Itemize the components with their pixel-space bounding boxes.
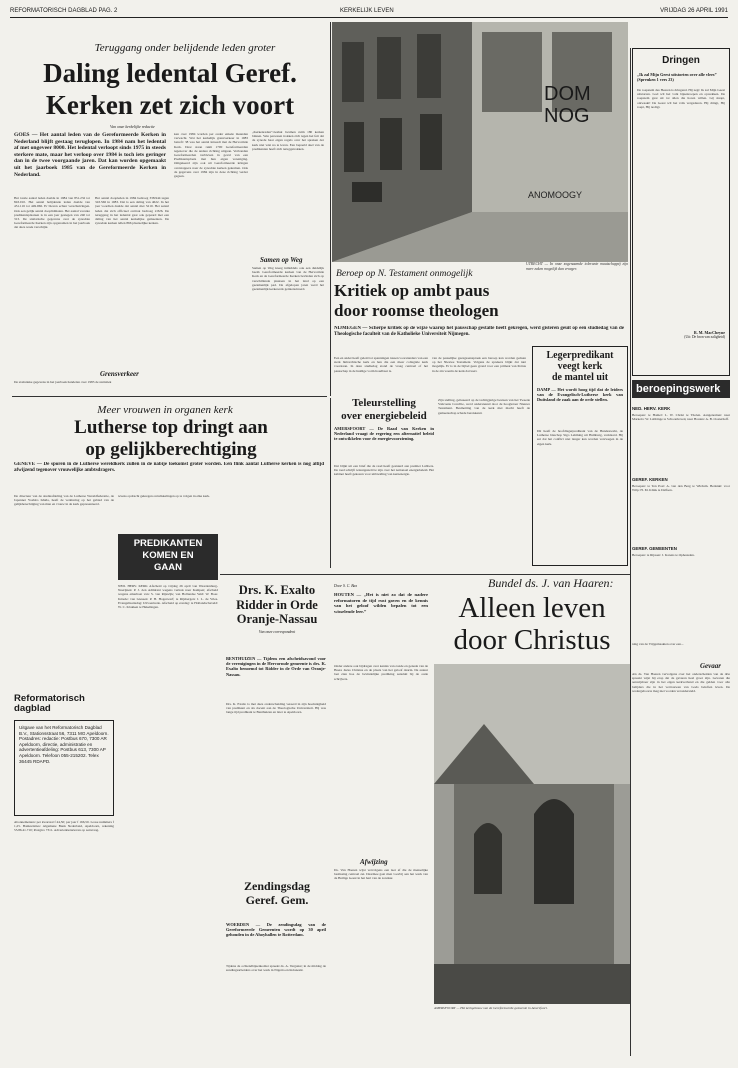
lead-body-col1: Het totale aantal leden daalde in 1984 van 851.232 tot 843.010. Het aantal belijdende leden daalde van 451.116 tot 449.066. Er bleven echter verschuivingen. Ook een gelijk aantal dooplidmaten. Het aantal vacante predikantsplaatsen is in een jaar gestegen van 240 tot 313. De statistische gegevens over de synodale Gereformeerde Kerken zijn opgenomen in het jaarboek dat deze week verschijnt. <box>14 196 90 230</box>
lead-body-col3: ken over 1984 worden per ouder enkele maanden verwacht. Wat het kerkelijk grensverkeer in 1983 betreft: 38 was het aantal intreedt met de Hervormde Kerk. Daar staan ruim 1700 Gereformeerden tegenover die de andere richting uitgaan. Verbonden Gereformeerden verbleven in geval van een Predikantsplaats met hun eigen vereniging. Omgekeerd zijn ook uit Gereformeerde kringen overstappers naar de synodale kerken gekomen. Ook de gegevens over 1984 zijn in deze richting verder gegaan. <box>174 132 248 179</box>
beroepingswerk-section-1: NED. HERV. KERK <box>632 406 671 411</box>
exalto-lead: BENTHUIZEN — Tijdens een afscheidsavond voor de verenigingen in de Hervormde gemeente is drs. K. Exalto benoemd tot Ridder in de Orde van Oranje-Nassau. <box>226 656 326 677</box>
predikanten-line-1: PREDIKANTEN <box>133 538 203 549</box>
dringen-box <box>632 48 730 376</box>
predikanten-line-2: KOMEN EN <box>142 550 194 561</box>
lead-text: GOES — Het aantal leden van de Gereformeerde Kerken in Nederland blijft gestaag teruglopen. In 1984 nam het ledental af met ongeveer 8000. Het ledental verloopt sinds 1975 in steeds sterkere mate, maar het verloop over 1984 is toch iets geringer dan in de twee voorgaande jaren. Dat kan worden opgemaakt uit het jaarboek 1985 van de Gereformeerde Kerken in Nederland. <box>14 132 166 178</box>
rd-title-1: Reformatorisch <box>14 693 85 704</box>
houten-byline: Door S. C. Bax <box>334 584 358 588</box>
rd-info-box <box>14 720 114 816</box>
predikanten-line-3: GAAN <box>154 562 182 573</box>
beroepingswerk-section-2: GEREF. KERKEN <box>632 477 668 482</box>
exalto-body: Drs. K. Exalto is met deze onderscheiding vereerd in zijn hoedanigheid van predikant en als docent aan de Theologische Universiteit. Hij was lange tijd predikant te Benthuizen en later te Apeldoorn. <box>226 702 326 715</box>
beroepingswerk-text-1: Beroepen: te Hamel: L. W. Christ te Tholen. Aangenomen: naar Markelo: W. Lubbinge te Schoonhoven; naar Houten: A. B. Oosterhoff. <box>632 413 730 422</box>
zendingsdag-body: Tijdens de ochtendbijeenkomst spreekt ds. A. Vergunst; in de middag de zendingsarbeiders over het werk in Nigeria en Indonesië. <box>226 964 326 973</box>
afwijzing-subhead: Afwijzing <box>360 858 388 866</box>
lutherse-col1: De directeur van de studieafdeling van de Lutherse Wereldfederatie, de Japanner Yoshiro Ishida, heeft de verklaring op het gebied van de gelijkberechtiging van man en vrouw in de kerk gepresenteerd. <box>14 494 114 507</box>
rd-title-2: dagblad <box>14 703 51 714</box>
houten-body: Onder andere ook bijdragen over kennis van zonde en genade van de Heere Jezus Christus en de plaats van het geloof daarin. De auteur laat zien hoe de bevindelijke prediking aansluit bij de oude schrijvers. <box>334 664 428 681</box>
dringen-title: Dringen <box>662 55 700 66</box>
exalto-title-1: Drs. K. Exalto <box>238 583 316 597</box>
teleurstelling-title-1: Teleurstelling <box>352 397 416 409</box>
church-photo <box>434 664 630 1004</box>
bundel-sidebar-text: ning van de Vrijgemaakten over een... <box>632 642 684 646</box>
legerpredikant-title-2: veegt kerk <box>557 361 603 372</box>
lead-body-col4: „Kerkenraden”-beshut lwamen ruim 180 kerken binnen. Vele personen trokken zich tegen het feit dat de synode haar eigen regels over het spreken der kerk niet wist na te leven. Een bepaald deel van de predikanten heeft zich teruggetrokken. <box>252 130 324 151</box>
beroepingswerk-title: beroepingswerk <box>632 380 730 398</box>
dringen-signature: R. M. MacCheyne <box>693 330 725 335</box>
lead-kicker: Teruggang onder belijdende leden groter <box>94 42 276 54</box>
predikanten-box <box>118 534 218 580</box>
beroep-col1: Een en ander heeft geleid tot spanningen tussen voorstanders van een sterk hiërarchische kerk en hen die een meer collegiale kerk voorstaan. In deze studiedag stond de vraag centraal of het pausschap in de huidige vorm houdbaar is. <box>334 356 428 373</box>
exalto-head <box>226 584 328 654</box>
teleurstelling-lead: AMERSFOORT — De Raad van Kerken in Nederland vraagt de regering een alternatief beleid te ontwikkelen voor de energievoorziening. <box>334 426 434 442</box>
church-photo-drawing <box>434 664 630 1004</box>
legerpredikant-lead: DAMP — Het wordt hoog tijd dat de leiders van de Evangelisch-Lutherse kerk van Duitsland de zaak aan de orde stellen. <box>537 387 623 403</box>
beroep-title-2: door roomse theologen <box>334 301 499 320</box>
beroepingswerk-text-3: Beroepen: te Rijssen: J. Karens te Opheusden. <box>632 553 695 557</box>
legerpredikant-body: Dit heeft de hoofdlegerpredikant van de Bundeswehr, de Lutherse bisschop Sigo Lehming uit Hamburg, verklaard. Hij zei dat het conflict niet langer kan worden verzwegen in de eigen kerk. <box>537 429 623 446</box>
afwijzing-body: Ds. Van Haaren wijst vervolgens een leer af die de menselijke beslissing centraal zet. Daarmee gaat men voorbij aan het werk van de Heilige Geest in het hart van de zondaar. <box>334 868 428 881</box>
masthead-center: KERKELIJK LEVEN <box>340 8 394 14</box>
dringen-body: De roepstem des Heeren is dringend. Hij zegt: Ik zal Mijn Geest uitstorten. God wil het volk bijeenroepen en opwekken. De roepstem gaat uit tot allen die horen willen. Gij slaapt, ontwaakt! De Geest wil het volk vergaderen. Hij dringt, Hij roept, Hij nodigt. <box>637 88 725 109</box>
beroep-title-1: Kritiek op ambt paus <box>334 281 490 300</box>
beroep-kicker: Beroep op N. Testament onmogelijk <box>336 268 473 279</box>
zendingsdag-head <box>226 880 328 920</box>
legerpredikant-title-3: de mantel uit <box>551 372 609 383</box>
legerpredikant-title-1: Legerpredikant <box>546 350 614 361</box>
masthead-left: REFORMATORISCH DAGBLAD PAG. 2 <box>10 8 118 14</box>
lutherse-title-2: op gelijkberechtiging <box>85 439 257 460</box>
rd-colophon: Abonnementen: per kwartaal f 44,50; per jaar f 166,50. Losse nummers f 1,25. Bankrelaties: Algemene Bank Nederland, Apeldoorn, rekening 55.86.41.710; Postgiro 7311. Advertentietarieven op aanvraag. <box>14 820 114 833</box>
lead-title-1: Daling ledental Geref. <box>43 58 297 88</box>
street-photo-drawing <box>332 22 628 262</box>
teleurstelling-article <box>334 398 434 566</box>
teleurstelling-title-2: over energiebeleid <box>341 410 427 422</box>
graffiti-lower: ANOMOOGY <box>528 190 583 200</box>
photo-caption: UTRECHT — In onze zogenaamde tolerante maatschappij zijn meer zaken mogelijk dan vroeger. <box>526 262 628 271</box>
bundel-title-2: door Christus <box>453 624 611 656</box>
predikanten-list: NED. HERV. KERK Afscheid op vrijdag 26 april van Waardenburg-Neerijnen: P. J. den Admirant wegens vertrek naar Kampen; afscheid wegens emeritaat van: S. van Rijswijk; van Hollandse Veld: W. Boer. Intrede: van Giessen: P. H. Hogerwerf; te Rijsbergen: J. L. de Vries. Evangelisatiedag: Uitvaartrede. Afscheid op zondag: te Hollandscheveld: W. C. Klokken te Hekelingen. <box>118 584 218 610</box>
dringen-quote: „Ik zal Mijn Geest uitstorten over alle vlees” (Spreuken 1 vers 23) <box>637 72 717 82</box>
beroepingswerk-column <box>632 380 730 638</box>
middle-col-text: Zijn stelling, gebaseerd op de tachtigjarige bestaan van het Tweede Vaticaans Concilie, werd ondersteund door de hoogleraar Nieuwe Testament. Besmetting van de kerk met macht heeft de gemeenschap schade berokkend. <box>438 398 530 415</box>
zendingsdag-title-1: Zendingsdag <box>243 879 311 893</box>
bundel-kicker: Bundel ds. J. van Haaren: <box>488 576 614 590</box>
exalto-byline: Van onze correspondent <box>258 629 296 634</box>
gevaar-subhead: Gevaar <box>700 662 721 670</box>
beroep-col2: van de pauselijke gezagsaanspraak een beroep kan worden gedaan op het Nieuwe Testament. Volgens de sprekers blijkt dat niet mogelijk. Er is in de bijbel geen grond voor een primaat van Petrus in de zin waarin de kerk dat leert. <box>432 356 526 373</box>
graffiti-bottom: NOG <box>544 105 590 127</box>
beroep-lead: NIJMEGEN — Scherpe kritiek op de wijze waarop het pausschap gestalte heeft gekregen, werd gisteren geuit op een studiedag van de Theologische faculteit van de Katholieke Universiteit Nijmegen. <box>334 326 624 337</box>
lutherse-kicker: Meer vrouwen in organen kerk <box>97 404 233 416</box>
gevaar-body: Als ds. Van Haaren vervolgens over het onderscheiden van de drie spreekt wijst hij erop dat de gevaren heel groot zijn. Gevaren die aanwijsbaar zijn in het eigen kerkverband en die gelden voor alle belijders die in het vertrouwen van Gods beloften leven. De wedergeboorte mag niet worden verondersteld. <box>632 672 730 693</box>
lead-body-col5: Samen op Weg kreeg inmiddels ook een duidelijk beeld. Gereformeerde kerken van de Hervormde Kerk en de Gereformeerde Kerken bevinden zich op verschillende plaatsen in het land op een gezamenlijk pad. De afgelopen jaren werd het gezamenlijk kerkewerk geintensiveerd. <box>252 266 324 292</box>
zendingsdag-lead: WOERDEN — De zendingsdag van de Gereformeerde Gemeenten wordt op 30 april gehouden in de Ahoyhallen te Rotterdam. <box>226 922 326 938</box>
rd-title-box <box>14 694 114 714</box>
zendingsdag-title-2: Geref. Gem. <box>245 893 309 907</box>
grensverkeer-text: De statistieke gegevens in het jaarboek handelen over 1983 de statistiek <box>14 380 112 384</box>
masthead <box>10 6 728 18</box>
street-photo <box>332 22 628 262</box>
masthead-right: VRIJDAG 26 APRIL 1991 <box>660 8 728 14</box>
lutherse-title-1: Lutherse top dringt aan <box>74 417 268 438</box>
houten-lead: HOUTEN — „Het is niet zo dat de nadere reformatoren de tijd rust gaven en de kennis van het geloof wilden bepalen tot een wisselende leer.” <box>334 592 428 614</box>
lead-byline: Van onze kerkelijke redactie <box>110 124 155 129</box>
subhead-grensverkeer: Grensverkeer <box>100 370 139 378</box>
lutherse-col2: tevens opdracht gekregen ontwikkelingen op te volgen in elke kerk. <box>118 494 210 498</box>
graffiti-top: DOM <box>544 83 591 105</box>
lead-body-col2: Het aantal doopleden in 1984 bedroeg 338.944 tegen 343.566 in 1983. Dat is een daling van 4622. In het jaar voordien daalde dat aantal met 5210. Het aantal leden dat zich officieel onttrok bedroeg 2.826. De teruggang in het ledental gaat ook gepaard met een daling van het aantal kerkelijke gemeenten. De synodale kerken tellen 866 plaatselijke kerken. <box>95 196 169 226</box>
beroepingswerk-section-3: GEREF. GEMEENTEN <box>632 546 677 551</box>
lead-title-2: Kerken zet zich voort <box>45 90 295 120</box>
exalto-title-2: Ridder in Orde <box>236 597 318 612</box>
rd-info-body: Uitgave van het Reformatorisch Dagblad B.V., Stationsstraat 56, 7311 MG Apeldoorn. Postadres: redactie: Postbus 670, 7300 AR Apeldoorn, directie, administratie en advertentieafdeling: Postbus 613, 7300 AP Apeldoorn. Telefoon 055-215202. Telex 36445 RDAPD. <box>19 725 109 764</box>
legerpredikant-box <box>532 346 628 566</box>
dringen-signature-note: (Uit: De bron van zaligheid) <box>684 335 725 339</box>
teleurstelling-body: Dat blijkt uit een brief die de raad heeft gestuurd aan premier Lubbers. De raad schrijft teleurgesteld te zijn over het nationaal energiebeleid. Het kabinet heeft gekozen voor uitbreiding van kernenergie. <box>334 464 434 477</box>
beroepingswerk-text-2: Beroepen: te Ten Post: A. van den Berg te Wirdum. Bedankt: voor Wilp: H. M. Klink te Dalfsen. <box>632 484 730 493</box>
church-caption: AMERSFOORT — Het kerkgebouw van de Gereformeerde gemeente in Amersfoort. <box>434 1006 548 1010</box>
lutherse-lead: GENÈVE — De sporen in de Lutherse wereldkerk zullen in de nabije toekomst groter worden. Een flink aantal Lutherse kerken is nog altijd afwijzend tegenover vrouwelijke ambtsdragers. <box>14 462 324 473</box>
subhead-samen-op-weg: Samen op Weg <box>260 256 303 264</box>
exalto-title-3: Oranje-Nassau <box>236 612 318 626</box>
bundel-title-1: Alleen leven <box>458 592 606 624</box>
